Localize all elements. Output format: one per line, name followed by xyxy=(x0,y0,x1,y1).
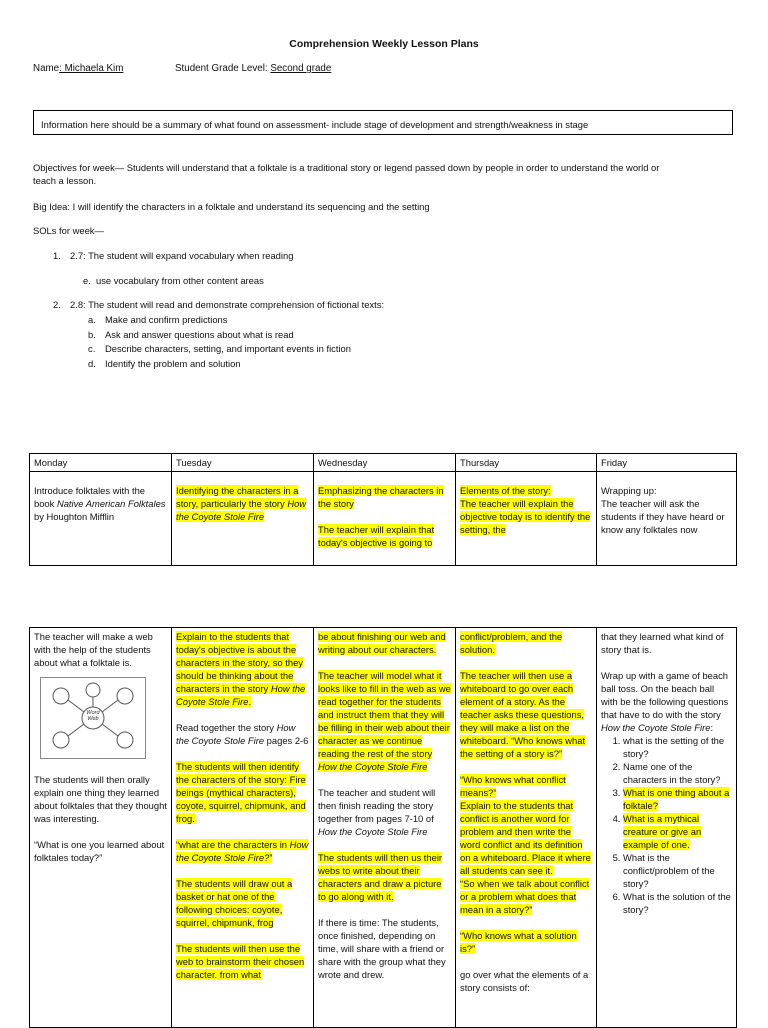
grade-line xyxy=(175,62,331,75)
grade-label: Student Grade Level: xyxy=(175,63,271,74)
objectives-line-1: Objectives for week— Students will understand that a folktale is a traditional story or legend passed down by people in order to understand the world or xyxy=(33,162,660,173)
sol-2-sub-a-text: Make and confirm predictions xyxy=(105,314,228,325)
sol-2-sub-b-letter: b. xyxy=(88,329,96,340)
question-item: 3. What is one thing about a folktale? xyxy=(623,786,732,812)
question-item: 2. Name one of the characters in the story? xyxy=(623,760,732,786)
sol-2-number: 2. xyxy=(53,299,61,310)
name-line xyxy=(33,62,123,75)
objectives-line-2: teach a lesson. xyxy=(33,175,97,186)
word-web-label: Word Web xyxy=(86,710,100,722)
beach-ball-questions xyxy=(601,734,732,916)
grade-value: Second grade xyxy=(270,63,332,74)
sol-1-sub-letter: e. xyxy=(83,275,91,286)
wednesday-detail-cell: be about finishing our web and writing about our characters. The teacher will model what it looks like to fill in the web as we read together for the students and instruct them that they will be filling in their web about their character as we continue reading the rest of the story How the Coyote Stole Fire The teacher and student will then finish reading the story together from pages 7-10 of How the Coyote Stole Fire The students will then us their webs to write about their characters and draw a picture to go along with it. If there is time: The students, once finished, depending on time, will share with a friend or share with the group what they wrote and drew. xyxy=(314,628,456,1028)
friday-focus-cell: Wrapping up: The teacher will ask the students if they have heard or know any folktales now xyxy=(597,472,737,566)
monday-detail-cell: The teacher will make a web with the help of the students about what a folktale is. Word Web The students will then orally explain one thing they learned about folktales that they thought was interesting. “What is one you learned about folktales today?” xyxy=(30,628,172,1028)
monday-focus-cell: Introduce folktales with the book Native American Folktales by Houghton Mifflin xyxy=(30,472,172,566)
weekday-focus-row xyxy=(30,472,737,566)
sol-1-sub-text: use vocabulary from other content areas xyxy=(96,275,264,286)
tuesday-focus-cell: Identifying the characters in a story, particularly the story How the Coyote Stole Fire xyxy=(172,472,314,566)
sol-2-sub-b-text: Ask and answer questions about what is read xyxy=(105,329,294,340)
sol-2-sub-d-letter: d. xyxy=(88,358,96,369)
sol-1-text: 2.7: The student will expand vocabulary when reading xyxy=(70,250,294,261)
tuesday-detail-cell: Explain to the students that today's objective is about the characters in the story, so they should be thinking about the characters in the story How the Coyote Stole Fire. Read together the story How the Coyote Stole Fire pages 2-6 The students will then identify the characters of the story: Fire beings (mythical characters), coyote, squirrel, chipmunk, and frog. “what are the characters in How the Coyote Stole Fire?” The students will draw out a basket or hat one of the following choices: coyote, squirrel, chipmunk, frog The students will then use the web to brainstorm their chosen character. from what xyxy=(172,628,314,1028)
word-web-graphic xyxy=(40,677,146,759)
weekly-overview-table xyxy=(29,453,737,566)
weekly-detail-table xyxy=(29,627,737,1028)
sol-2-sub-d-text: Identify the problem and solution xyxy=(105,358,241,369)
day-header-thursday: Thursday xyxy=(456,454,597,472)
friday-detail-cell: that they learned what kind of story that is. Wrap up with a game of beach ball toss. On the beach ball with be the following questions that have to do with the story How the Coyote Stole Fire: 1. what is the setting of the story? 2. Name one of the characters in the story? 3. What is one thing about a folktale? 4. What is a mythical creature or give an example of one. 5. What is the conflict/problem of the story? 6. What is the solution of the story? xyxy=(597,628,737,1028)
day-header-tuesday: Tuesday xyxy=(172,454,314,472)
sol-1-number: 1. xyxy=(53,250,61,261)
day-header-friday: Friday xyxy=(597,454,737,472)
detail-row xyxy=(30,628,737,1028)
sol-2-sub-c-text: Describe characters, setting, and important events in fiction xyxy=(105,343,351,354)
weekday-header-row xyxy=(30,454,737,472)
objectives xyxy=(33,161,733,187)
sol-2-sub-a-letter: a. xyxy=(88,314,96,325)
sols-heading: SOLs for week— xyxy=(33,225,104,236)
question-item: 1. what is the setting of the story? xyxy=(623,734,732,760)
question-item: 4. What is a mythical creature or give an example of one. xyxy=(623,812,732,851)
thursday-focus-cell: Elements of the story: The teacher will explain the objective today is to identify the setting, the xyxy=(456,472,597,566)
page-title: Comprehension Weekly Lesson Plans xyxy=(289,38,479,50)
question-item: 6. What is the solution of the story? xyxy=(623,890,732,916)
wednesday-focus-cell: Emphasizing the characters in the story The teacher will explain that today's objective is going to xyxy=(314,472,456,566)
day-header-monday: Monday xyxy=(30,454,172,472)
big-idea: Big Idea: I will identify the characters in a folktale and understand its sequencing and the setting xyxy=(33,201,430,212)
name-value: : Michaela Kim xyxy=(59,63,124,74)
question-item: 5. What is the conflict/problem of the story? xyxy=(623,851,732,890)
sol-2-text: 2.8: The student will read and demonstrate comprehension of fictional texts: xyxy=(70,299,385,310)
sol-2-sub-c-letter: c. xyxy=(88,343,96,354)
assessment-info-box: Information here should be a summary of what found on assessment- include stage of development and strength/weakness in stage xyxy=(33,110,733,135)
thursday-detail-cell: conflict/problem, and the solution. The teacher will then use a whiteboard to go over each element of a story. As the teacher asks these questions, they will make a list on the whiteboard. “Who knows what the setting of a story is?” “Who knows what conflict means?” Explain to the students that conflict is another word for problem and then write the word conflict and its definition on a whiteboard. Place it where all students can see it. “So when we talk about conflict or a problem what does that mean in a story?” “Who knows what a solution is?” go over what the elements of a story consists of: xyxy=(456,628,597,1028)
name-label: Name xyxy=(33,63,60,74)
day-header-wednesday: Wednesday xyxy=(314,454,456,472)
